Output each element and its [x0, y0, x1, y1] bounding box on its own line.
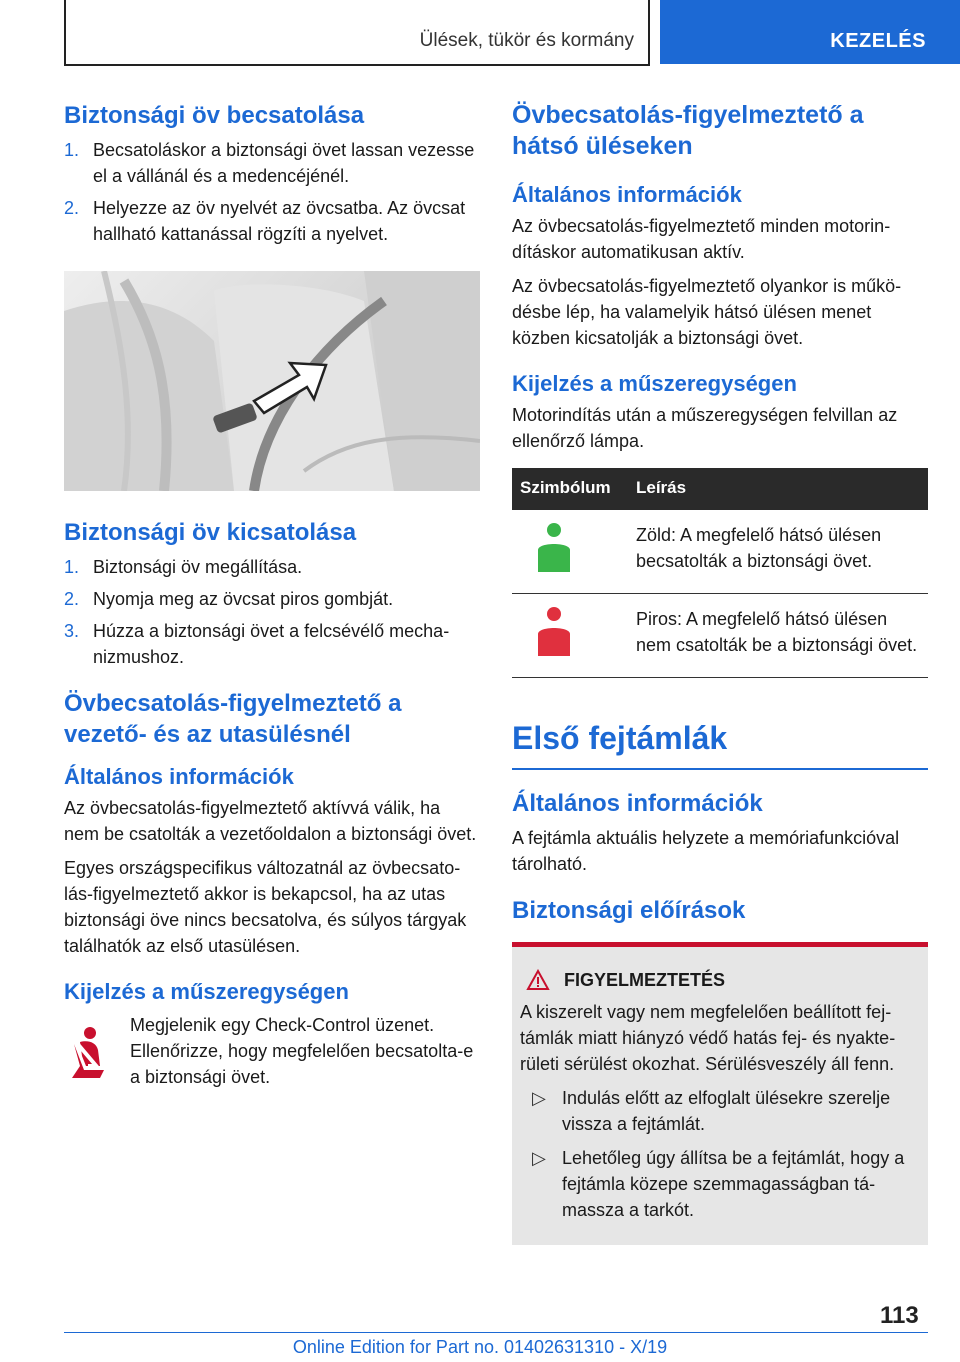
table-header-row: [512, 468, 928, 510]
list-item: ▷ Lehetőleg úgy állítsa be a fejtámlát, hogy a fejtámla közepe szemmagasságban támassza a tarkót.: [520, 1145, 920, 1223]
driver-general-heading: Általános információk: [64, 764, 294, 789]
table-row: [512, 594, 928, 678]
rear-general-heading: Általános információk: [512, 182, 742, 207]
symbol-table: [512, 468, 928, 678]
chapter-title: Ülések, tükör és kormány: [419, 30, 634, 51]
page-header: [0, 0, 960, 66]
headrests-heading: Első fejtámlák: [512, 718, 928, 770]
left-column: [64, 100, 480, 1092]
rear-general-p1: Az övbecsatolás-figyelmeztető minden motorindításkor automatikusan aktív.: [512, 216, 891, 262]
unfasten-heading: Biztonsági öv kicsatolása: [64, 519, 357, 546]
description-cell: Zöld: A megfelelő hátsó ülésen becsatolták a biztonsági övet.: [628, 510, 928, 594]
safety-heading: Biztonsági előírások: [512, 897, 746, 924]
list-item: 3. Húzza a biztonsági övet a felcsévélő mechanizmushoz.: [64, 621, 450, 667]
section-tab: [660, 0, 960, 64]
seatbelt-photo-illustration: [64, 271, 480, 491]
headrests-general-heading: Általános információk: [512, 790, 763, 817]
right-column: [512, 100, 928, 1245]
chapter-tab: [64, 0, 650, 66]
driver-general-p2: Egyes országspecifikus változatnál az övbecsatolás-figyelmeztető akkor is bekapcsol, ha az utas biztonsági öve nincs becsatolva, és súlyos tárgyak találhatók az első utasülésen.: [64, 858, 467, 956]
seatbelt-photo: [64, 271, 480, 491]
warning-title: [520, 969, 920, 991]
seatbelt-warning-icon: [64, 1012, 130, 1092]
driver-warning-heading: Övbecsatolás-figyelmeztető a vezető- és az utasülésnél: [64, 690, 402, 748]
section-label: KEZELÉS: [830, 30, 926, 52]
fasten-steps: [64, 137, 480, 247]
rear-display-text: Motorindítás után a műszeregységen felvillan az ellenőrző lámpa.: [512, 405, 898, 451]
symbol-cell: [512, 510, 628, 594]
warning-label: FIGYELMEZTETÉS: [564, 969, 726, 990]
footer-edition: Online Edition for Part no. 01402631310 - X/19: [292, 1337, 668, 1357]
rear-warning-heading: Övbecsatolás-figyelmeztető a hátsó üléseken: [512, 101, 864, 160]
warning-box: [512, 942, 928, 1245]
warning-triangle-icon: [526, 969, 550, 991]
column-header-description: Leírás: [628, 468, 928, 510]
list-item: ▷ Indulás előtt az elfoglalt ülésekre szerelje vissza a fejtámlát.: [520, 1085, 920, 1137]
warning-text: A kiszerelt vagy nem megfelelően beállított fejtámlák miatt hiányzó védő hatás fej- és nyakterületi sérülést okozhat. Sérülésveszély áll fenn.: [520, 1002, 896, 1074]
driver-indicator-text: Megjelenik egy Check-Control üzenet. Ellenőrizze, hogy megfelelően becsatolta-e a biztonsági övet.: [130, 1015, 474, 1087]
warning-bullets: [520, 1085, 920, 1223]
list-item: 1. Becsatoláskor a biztonsági övet lassan vezesse el a vállánál és a medencéjénél.: [64, 140, 475, 186]
bullet-triangle-icon: ▷: [532, 1088, 546, 1108]
description-cell: Piros: A megfelelő hátsó ülésen nem csatolták be a biztonsági övet.: [628, 594, 928, 678]
table-row: [512, 510, 928, 594]
list-item: 1. Biztonsági öv megállítása.: [64, 557, 303, 577]
green-seat-person-icon: [534, 522, 574, 574]
headrests-general-p1: A fejtámla aktuális helyzete a memóriafunkcióval tárolható.: [512, 828, 900, 874]
unfasten-steps: [64, 554, 480, 670]
red-seat-person-icon: [534, 606, 574, 658]
list-item: 2. Nyomja meg az övcsat piros gombját.: [64, 589, 394, 609]
list-item: 2. Helyezze az öv nyelvét az övcsatba. Az övcsat hallható kattanással rögzíti a nyelvet.: [64, 198, 466, 244]
column-header-symbol: Szimbólum: [512, 468, 628, 510]
fasten-heading: Biztonsági öv becsatolása: [64, 102, 365, 129]
driver-indicator: [64, 1012, 480, 1092]
rear-display-heading: Kijelzés a műszeregységen: [512, 371, 797, 396]
footer-divider: [64, 1332, 928, 1333]
driver-display-heading: Kijelzés a műszeregységen: [64, 979, 349, 1004]
driver-general-p1: Az övbecsatolás-figyelmeztető aktívvá válik, ha nem be csatolták a vezetőoldalon a biztonsági övet.: [64, 798, 477, 844]
bullet-triangle-icon: ▷: [532, 1148, 546, 1168]
page-number: 113: [880, 1302, 919, 1329]
rear-general-p2: Az övbecsatolás-figyelmeztető olyankor is működésbe lép, ha valamelyik hátsó ülésen menet közben kicsatolják a biztonsági övet.: [512, 276, 902, 348]
symbol-cell: [512, 594, 628, 678]
